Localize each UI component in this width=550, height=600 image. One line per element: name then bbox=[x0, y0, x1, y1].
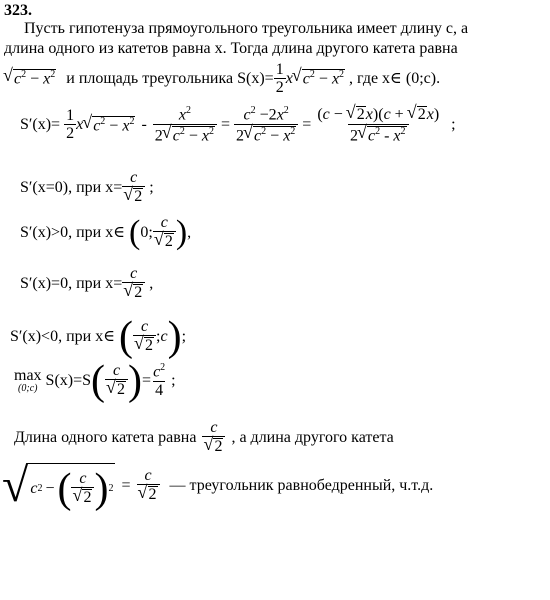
area-text: и площадь треугольника S(x)= bbox=[66, 70, 274, 87]
fraction-factored: $\frac{(c - √ 2x)(c + √ 2x)}{2√ c^2 - x^2}$ bbox=[315, 106, 441, 145]
sqrt-c2-x2: √ $c^2 - x^2$ bbox=[4, 69, 56, 88]
case-zero-2: S′(x)=0, при x= c √ 2 , bbox=[20, 266, 153, 302]
intro-line-1: Пусть гипотенуза прямоугольного треугольника имеет длину с, а bbox=[24, 20, 469, 37]
domain-text: , где x∈ (0;c). bbox=[349, 70, 441, 87]
derivative-line: S′(x)= $\frac{1}{2}$ x √ $c^2 - x^2$ - $\frac{x^2}{2√ c^2 - x^2}$ = $\frac{c^2 -2x^2}{2√ c^2 - x^2}$ = $\frac{(c - √ 2x)(c + √ 2x)}{2√ c^2 - x^2}$ ; bbox=[20, 106, 456, 145]
intro-line-2: длина одного из катетов равна х. Тогда длина другого катета равна bbox=[4, 40, 458, 57]
max-line: max (0;c) S(x)=S ( c √ 2 ) = $\frac{c^2}{4}$ ; bbox=[14, 360, 176, 402]
case-negative: S′(x)<0, при x∈ ( c √ 2 ;c ) ; bbox=[10, 316, 186, 358]
derivative-lhs: S′(x)= bbox=[20, 116, 61, 134]
sqrt-term: √ $c^2 - x^2$ bbox=[83, 116, 135, 135]
half-fraction: $\frac{1}{2}$ bbox=[275, 61, 284, 96]
half-fraction-2: $\frac{1}{2}$ bbox=[66, 107, 75, 143]
case-zero-1: S′(x=0), при x= c √ 2 ; bbox=[20, 170, 154, 206]
conclusion-line-2: √ c 2 − ( c √ 2 ) 2 = c √ 2 — треугольник равнобедренный, ч.т.д. bbox=[2, 462, 433, 510]
problem-number: 323. bbox=[4, 2, 32, 19]
case-positive: S′(x)>0, при x∈ ( 0; c √ 2 ) , bbox=[20, 215, 191, 251]
fraction-c2-2x2: $\frac{c^2 -2x^2}{2√ c^2 - x^2}$ bbox=[234, 106, 298, 144]
conclusion-line-1: Длина одного катета равна c √ 2 , а длина другого катета bbox=[14, 420, 394, 456]
intro-line-3: √ $c^2 - x^2$ и площадь треугольника S(x)= $\frac{1}{2}$ x √ $c^2 - x^2$ , где x∈ (0;c). bbox=[4, 62, 440, 96]
sqrt-area: √ $c^2 - x^2$ bbox=[293, 69, 345, 88]
fraction-x2: $\frac{x^2}{2√ c^2 - x^2}$ bbox=[153, 106, 217, 144]
